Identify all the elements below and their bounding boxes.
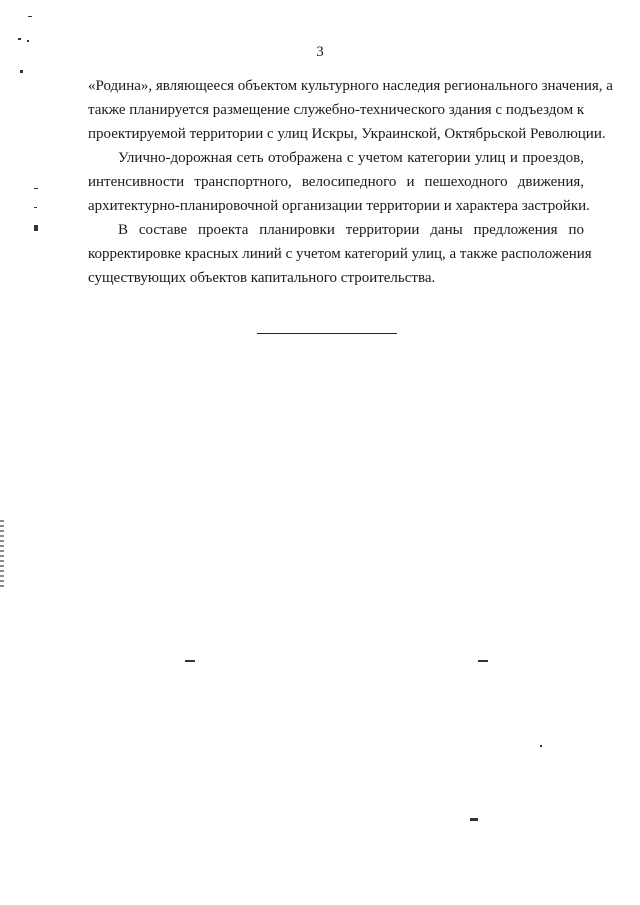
paragraph-3 — [88, 218, 592, 290]
scan-speck — [478, 660, 488, 662]
paragraph-line: Улично-дорожная сеть отображена с учетом категории улиц и проездов, — [118, 150, 584, 166]
scan-speck — [34, 207, 37, 208]
scan-edge-mark — [0, 520, 4, 590]
scan-speck — [27, 40, 29, 42]
scan-speck — [185, 660, 195, 662]
paragraph-line: существующих объектов капитального строительства. — [88, 270, 436, 286]
scan-speck — [34, 225, 38, 231]
paragraph-line: проектируемой территории с улиц Искры, Украинской, Октябрьской Революции. — [88, 126, 606, 142]
paragraph-line: В составе проекта планировки территории даны предложения по — [118, 222, 584, 238]
scan-speck — [28, 16, 32, 17]
paragraph-line: «Родина», являющееся объектом культурного наследия регионального значения, а — [88, 78, 613, 94]
paragraph-line: корректировке красных линий с учетом категорий улиц, а также расположения — [88, 246, 592, 262]
paragraph-1 — [88, 74, 613, 146]
scan-speck — [20, 70, 23, 73]
scan-speck — [34, 188, 38, 189]
scan-speck — [18, 38, 21, 40]
page-number: 3 — [316, 44, 324, 60]
paragraph-2 — [88, 146, 590, 218]
paragraph-line: архитектурно-планировочной организации территории и характера застройки. — [88, 198, 590, 214]
section-separator — [257, 333, 397, 334]
scan-speck — [470, 818, 478, 821]
paragraph-line: интенсивности транспортного, велосипедного и пешеходного движения, — [88, 174, 584, 190]
paragraph-line: также планируется размещение служебно-технического здания с подъездом к — [88, 102, 585, 118]
scan-speck — [540, 745, 542, 747]
